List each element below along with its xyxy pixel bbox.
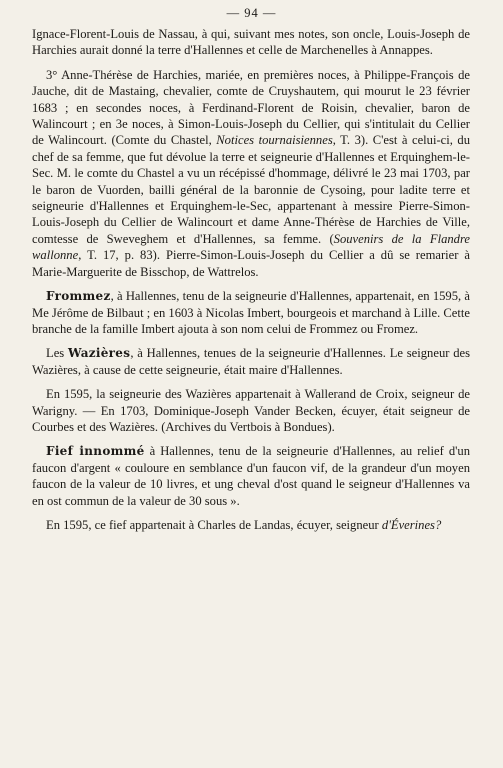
heading-frommez: Frommez xyxy=(46,289,111,304)
paragraph-wazieres-body: , à Hallennes, tenues de la seigneurie d'Hallennes. Le seigneur des Wazières, à cause de cette seigneurie, était maire d'Hallennes. xyxy=(32,346,470,377)
paragraph-fief-owner-text: En 1595, ce fief appartenait à Charles de Landas, écuyer, seigneur xyxy=(46,517,382,532)
paragraph-fief-owner xyxy=(32,517,470,533)
paragraph-wazieres xyxy=(32,345,470,378)
citation-souvenirs-flandre: Souvenirs de la Flandre wallonne xyxy=(32,231,470,263)
paragraph-2-part-b: , T. 3). C'est à celui-ci, du chef de sa femme, que fut dévolue la terre et seigneurie d'Hallennes et Erquinghem-le-Sec. M. le comte du Chastel a vu un récépissé d'hommage, délivré le 23 mai 1703, par le baron de Vuorden, bailli général de la baronnie de Cysoing, pour ladite terre et seigneurie d'Hallennes et Erquinghem-le-Sec, appartenant à messire Pierre-Simon-Louis-Joseph du Cellier de Walincourt et dame Anne-Thérèse de Harchies de Ville, comtesse de Sweveghem et d'Hallennes, sa femme. ( xyxy=(32,133,470,246)
heading-fief-innomme: Fief innommé xyxy=(46,444,145,459)
page-number: — 94 — xyxy=(226,6,277,20)
paragraph-2-part-c: , T. 17, p. 83). Pierre-Simon-Louis-Joseph du Cellier a dû se remarier à Marie-Marguerite de Bisschop, de Wattrelos. xyxy=(32,248,470,279)
place-everines: d'Éverines? xyxy=(381,517,442,532)
paragraph-fief-innomme-body: à Hallennes, tenu de la seigneurie d'Hallennes, au relief d'un faucon d'argent « couloure en semblance d'un faucon vif, de la grandeur d'un moyen faucon de la valeur de 10 livres, et ung cheval d'ost quand le seigneur d'Hallennes va en ost commun de la valeur de 30 sous ». xyxy=(32,444,470,508)
paragraph-2 xyxy=(32,67,470,280)
paragraph-frommez-body: , à Hallennes, tenu de la seigneurie d'Hallennes, appartenait, en 1595, à Me Jérôme de Bilbaut ; en 1603 à Nicolas Imbert, bourgeois et marchand à Lille. Cette branche de la famille Imbert ajouta à son nom celui de Frommez ou Fromez. xyxy=(32,289,470,336)
paragraph-wazieres-history: En 1595, la seigneurie des Wazières appartenait à Wallerand de Croix, seigneur de Warigny. — En 1703, Dominique-Joseph Vander Becken, écuyer, était seigneur de Courbes et des Wazières. (Archives du Vertbois à Bondues). xyxy=(32,387,470,434)
heading-wazieres: Wazières xyxy=(67,346,131,361)
body-text xyxy=(32,26,470,541)
paragraph-wazieres-prefix: Les xyxy=(46,346,68,361)
citation-notices-tournaisiennes: Notices tournaisiennes xyxy=(216,133,333,148)
paragraph-2-part-a: 3° Anne-Thérèse de Harchies, mariée, en premières noces, à Philippe-François de Jauche, dit de Mastaing, chevalier, comte de Cruyshautem, qui mourut le 23 février 1683 ; en secondes noces, à Ferdinand-Florent de Roisin, chevalier, baron de Walincourt ; en 3e noces, à Simon-Louis-Joseph du Cellier, qui s'intitulait du Cellier de Walincourt. (Comte du Chastel, xyxy=(32,67,470,148)
paragraph-1: Ignace-Florent-Louis de Nassau, à qui, suivant mes notes, son oncle, Louis-Joseph de Harchies aurait donné la terre d'Hallennes et celle de Marchenelles à Annappes. xyxy=(32,27,470,58)
paragraph-frommez xyxy=(32,288,470,337)
paragraph-fief-innomme xyxy=(32,443,470,509)
